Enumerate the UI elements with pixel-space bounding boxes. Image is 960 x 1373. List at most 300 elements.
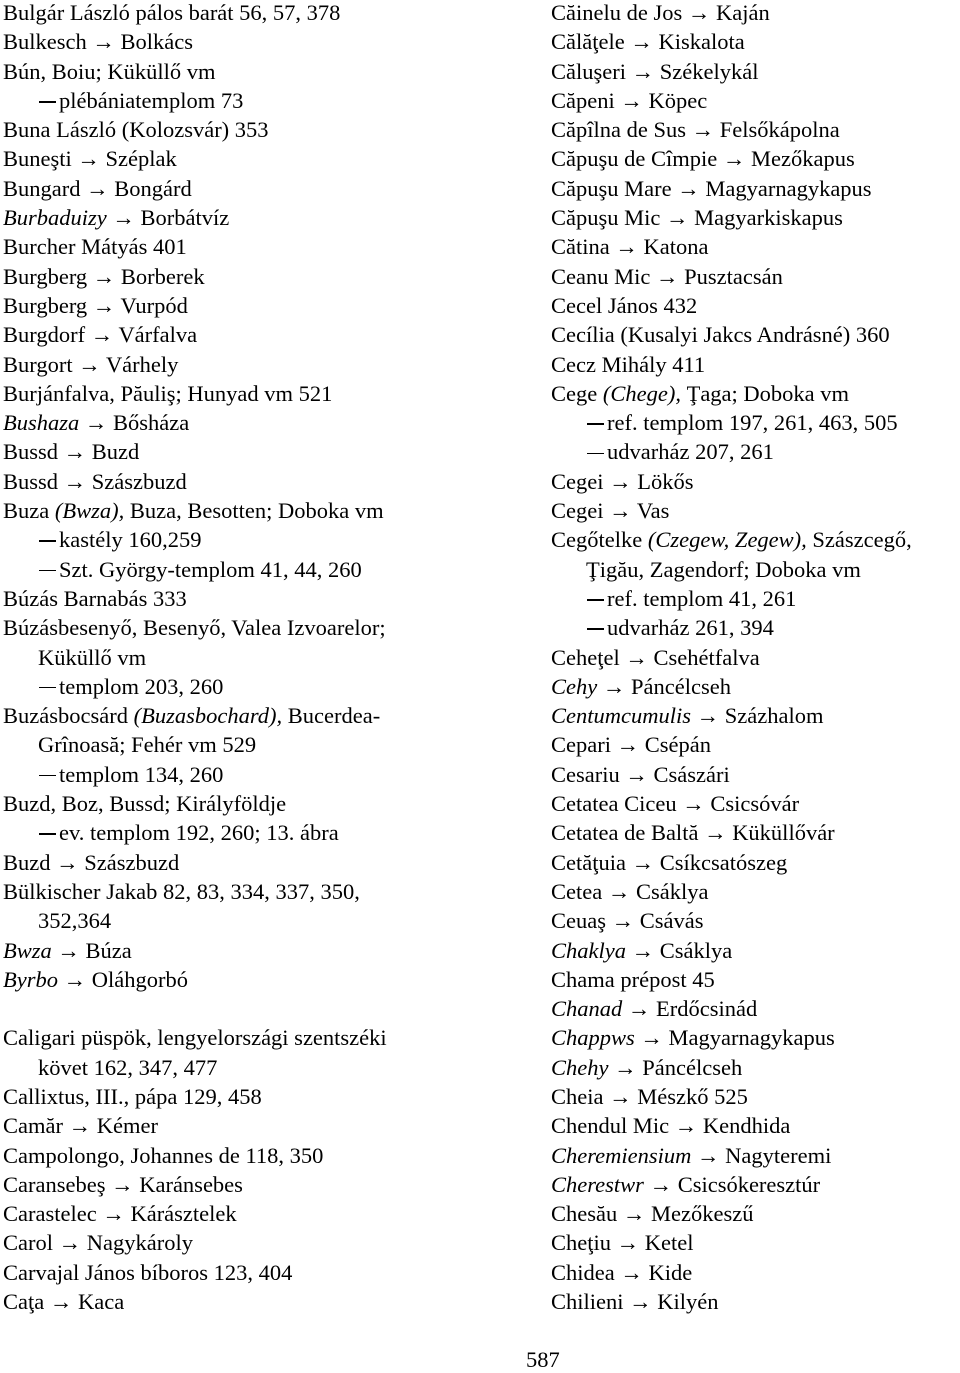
index-entry [551,320,960,349]
ref-source: Cătina [551,234,610,260]
cross-reference [551,1258,960,1287]
ref-source: Cherestwr [551,1171,644,1197]
cross-reference [551,467,960,496]
ref-target: Ketel [644,1230,694,1256]
ref-source: Cepari [551,732,611,758]
sub-entry [3,555,543,584]
entry-text: Küküllő vm [38,644,147,670]
arrow-icon: → [106,205,141,231]
ref-target: Kilyén [657,1289,719,1315]
entry-head: Cegőtelke [551,527,648,553]
arrow-icon: → [614,87,649,113]
cross-reference [551,672,960,701]
entry-text: Buna László (Kolozsvár) 353 [3,117,269,143]
ref-target: Kendhida [702,1113,791,1139]
cross-reference [551,1199,960,1228]
ref-source: Ceuaş [551,908,606,934]
index-entry [551,1082,960,1111]
cross-reference [551,760,960,789]
arrow-icon: → [610,732,645,758]
cross-reference [551,1053,960,1082]
index-entry [551,525,960,554]
entry-text: követ 162, 347, 477 [38,1054,218,1080]
arrow-icon: → [650,263,685,289]
ref-source: Căpîlna de Sus [551,117,692,143]
ref-target: Magyarnagykapus [668,1025,835,1051]
entry-text: Szászcegő, [806,527,912,553]
entry-text: Callixtus, III., pápa 129, 458 [3,1083,262,1109]
cross-reference [551,1170,960,1199]
cross-reference [551,848,960,877]
ref-target: Nagyteremi [725,1142,832,1168]
ref-source: Căpeni [551,87,615,113]
ref-source: Bungard [3,175,81,201]
cross-reference [551,86,960,115]
ref-source: Căinelu de Jos [551,0,683,25]
arrow-icon: → [625,58,660,84]
index-entry [551,350,960,379]
index-entry [3,613,543,642]
arrow-icon: → [51,937,86,963]
ref-target: Bolkács [120,29,193,55]
cross-reference [3,350,543,379]
entry-text: Campolongo, Johannes de 118, 350 [3,1142,324,1168]
arrow-icon: → [609,234,644,260]
arrow-icon: → [676,791,711,817]
sub-entry [551,437,960,466]
ref-source: Bushaza [3,410,80,436]
sub-entry [551,584,960,613]
cross-reference [551,906,960,935]
cross-reference [551,701,960,730]
ref-source: Caransebeş [3,1171,106,1197]
entry-text: Bulgár László pálos barát 56, 57, 378 [3,0,341,25]
cross-reference [551,115,960,144]
cross-reference [3,408,543,437]
sub-entry-text: plébániatemplom 73 [59,87,244,113]
page-number: 587 [526,1347,560,1372]
entry-continuation [3,906,543,935]
ref-source: Cegei [551,468,604,494]
ref-target: Bongárd [114,175,192,201]
ref-target: Kiskalota [658,29,745,55]
ref-source: Călăţele [551,29,625,55]
index-entry [551,965,960,994]
cross-reference [551,1023,960,1052]
entry-head: Cege [551,380,603,406]
entry-head: Buza [3,498,55,524]
ref-target: Pusztacsán [684,263,783,289]
historic-name: (Chege), [602,380,681,406]
ref-source: Centumcumulis [551,703,691,729]
sub-entry [3,672,543,701]
dash-icon [39,101,56,103]
entry-head: Cheia [551,1083,610,1109]
arrow-icon: → [608,1054,643,1080]
ref-source: Caţa [3,1289,45,1315]
cross-reference [551,0,960,27]
ref-source: Căpuşu de Cîmpie [551,146,718,172]
entry-text: Ţigău, Zagendorf; Doboka vm [586,556,861,582]
arrow-icon: → [614,1259,649,1285]
ref-source: Cheţiu [551,1230,611,1256]
sub-entry-text: udvarház 207, 261 [607,439,774,465]
ref-target: Csíkcsatószeg [659,849,788,875]
arrow-icon: → [62,1113,97,1139]
ref-target: Küküllővár [732,820,835,846]
arrow-icon: → [624,29,659,55]
ref-source: Cehy [551,673,598,699]
cross-reference [3,144,543,173]
ref-source: Cegei [551,498,604,524]
entry-text: Chama prépost 45 [551,966,715,992]
arrow-icon: → [58,439,92,465]
arrow-icon: → [634,1025,669,1051]
index-entry [3,1023,543,1052]
ref-target: Búza [85,937,132,963]
ref-target: Csávás [639,908,704,934]
index-entry [3,789,543,818]
sub-entry [551,613,960,642]
ref-source: Burgdorf [3,322,86,348]
arrow-icon: → [617,1201,651,1227]
arrow-icon: → [619,644,654,670]
sub-entry-text: ref. templom 41, 261 [607,585,797,611]
ref-source: Byrbo [3,966,58,992]
entry-text: Grînoasă; Fehér vm 529 [38,732,257,758]
sub-entry [551,408,960,437]
arrow-icon: → [71,146,106,172]
cross-reference [3,1287,543,1316]
cross-reference [3,27,543,56]
cross-reference [3,437,543,466]
index-entry [3,1082,543,1111]
ref-target: Köpec [648,87,708,113]
ref-target: Csicsókeresztúr [677,1171,821,1197]
ref-source: Burgberg [3,263,88,289]
ref-source: Cetea [551,878,603,904]
arrow-icon: → [602,878,636,904]
ref-source: Chidea [551,1259,615,1285]
ref-target: Csáklya [659,937,733,963]
entry-text: Cecel János 432 [551,292,698,318]
cross-reference [3,936,543,965]
ref-source: Ceheţel [551,644,620,670]
cross-reference [3,1170,543,1199]
arrow-icon: → [603,468,638,494]
arrow-icon: → [603,498,637,524]
cross-reference [551,936,960,965]
arrow-icon: → [717,146,751,172]
arrow-icon: → [660,205,695,231]
ref-source: Buneşti [3,146,72,172]
entry-text: Cecília (Kusalyi Jakcs Andrásné) 360 [551,322,890,348]
dash-icon [39,570,56,572]
right-index-column [551,0,960,1316]
dash-icon [587,628,604,630]
ref-source: Cetatea Ciceu [551,791,677,817]
cross-reference [551,818,960,847]
ref-source: Bussd [3,468,59,494]
cross-reference [551,1111,960,1140]
cross-reference [3,262,543,291]
ref-target: Páncélcseh [630,673,731,699]
ref-source: Cesariu [551,761,620,787]
index-entry [551,291,960,320]
ref-source: Burgberg [3,292,88,318]
ref-target: Vas [636,498,670,524]
arrow-icon: → [698,820,733,846]
entry-text: Cecz Mihály 411 [551,351,706,377]
ref-target: Szászbuzd [84,849,180,875]
ref-target: Páncélcseh [642,1054,743,1080]
entry-text: Burcher Mátyás 401 [3,234,187,260]
arrow-icon: → [50,849,85,875]
sub-entry-text: udvarház 261, 394 [607,615,774,641]
ref-target: Kide [648,1259,693,1285]
sub-entry-text: Szt. György-templom 41, 44, 260 [59,556,362,582]
cross-reference [551,262,960,291]
dash-icon [587,453,604,455]
ref-target: Vurpód [120,292,188,318]
entry-text: Búzásbesenyő, Besenyő, Valea Izvoarelor; [3,615,386,641]
cross-reference [3,1199,543,1228]
entry-text: 352,364 [38,908,112,934]
arrow-icon: → [611,1230,645,1256]
ref-source: Chesău [551,1201,618,1227]
arrow-icon: → [96,1201,131,1227]
entry-text: Bucerdea- [282,703,381,729]
ref-target: Felsőkápolna [719,117,840,143]
ref-source: Bwza [3,937,52,963]
arrow-icon: → [87,263,121,289]
ref-target: Csépán [644,732,711,758]
entry-text: Carvajal János bíboros 123, 404 [3,1259,293,1285]
arrow-icon: → [643,1171,678,1197]
ref-target: Százhalom [724,703,824,729]
cross-reference [3,1228,543,1257]
cross-reference [551,496,960,525]
ref-source: Burgort [3,351,73,377]
cross-reference [551,144,960,173]
index-entry [551,379,960,408]
cross-reference [551,730,960,759]
entry-text: Caligari püspök, lengyelországi szentszéki [3,1025,387,1051]
arrow-icon: → [671,175,706,201]
cross-reference [551,1141,960,1170]
ref-source: Ceanu Mic [551,263,651,289]
ref-source: Carol [3,1230,53,1256]
entry-text: Burjánfalva, Păuliş; Hunyad vm 521 [3,380,333,406]
ref-target: Széplak [105,146,177,172]
ref-source: Chehy [551,1054,609,1080]
ref-target: Erdőcsinád [656,996,758,1022]
ref-target: Mészkő 525 [637,1083,748,1109]
index-entry [3,115,543,144]
ref-target: Oláhgorbó [91,966,188,992]
ref-source: Camăr [3,1113,63,1139]
cross-reference [551,174,960,203]
index-entry [3,57,543,86]
entry-head: Buzásbocsárd [3,703,134,729]
index-entry [3,877,543,906]
ref-source: Bussd [3,439,59,465]
sub-entry [3,760,543,789]
ref-target: Kaján [715,0,770,25]
entry-continuation [551,555,960,584]
index-entry [3,232,543,261]
cross-reference [551,203,960,232]
ref-target: Kaca [77,1289,125,1315]
ref-target: Székelykál [659,58,759,84]
index-entry [3,496,543,525]
ref-target: Borbátvíz [140,205,230,231]
index-entry [3,701,543,730]
arrow-icon: → [625,849,660,875]
dash-icon [39,687,56,689]
sub-entry [3,818,543,847]
arrow-icon: → [58,468,92,494]
arrow-icon: → [625,937,660,963]
entry-text: Búzás Barnabás 333 [3,585,187,611]
sub-entry-text: templom 203, 260 [59,673,224,699]
historic-name: (Czegew, Zegew), [647,527,807,553]
arrow-icon: → [80,175,115,201]
historic-name: (Buzasbochard), [133,703,283,729]
ref-source: Chilieni [551,1289,624,1315]
arrow-icon: → [87,292,121,318]
ref-target: Magyarkiskapus [694,205,843,231]
ref-source: Burbaduizy [3,205,107,231]
index-entry [3,0,543,27]
ref-target: Katona [643,234,709,260]
left-index-column [3,0,543,1316]
entry-text: Bún, Boiu; Küküllő vm [3,58,216,84]
index-entry [3,1141,543,1170]
ref-source: Chanad [551,996,623,1022]
ref-target: Bősháza [113,410,190,436]
ref-target: Szászbuzd [91,468,187,494]
arrow-icon: → [72,351,106,377]
arrow-icon: → [44,1289,78,1315]
cross-reference [551,643,960,672]
sub-entry-text: templom 134, 260 [59,761,224,787]
historic-name: (Bwza), [54,498,125,524]
dash-icon [39,540,56,542]
ref-target: Csicsóvár [710,791,800,817]
ref-target: Kémer [96,1113,158,1139]
arrow-icon: → [79,410,114,436]
cross-reference [551,994,960,1023]
cross-reference [551,789,960,818]
ref-target: Csehétfalva [653,644,760,670]
cross-reference [3,467,543,496]
cross-reference [551,1228,960,1257]
cross-reference [551,877,960,906]
ref-target: Magyarnagykapus [705,175,872,201]
arrow-icon: → [85,322,119,348]
ref-target: Mezőkeszű [651,1201,754,1227]
ref-source: Carastelec [3,1201,97,1227]
cross-reference [551,1287,960,1316]
arrow-icon: → [606,908,640,934]
ref-target: Kárásztelek [130,1201,237,1227]
entry-text: Buza, Besotten; Doboka vm [124,498,384,524]
sub-entry-text: ev. templom 192, 260; 13. ábra [59,820,339,846]
cross-reference [551,57,960,86]
index-entry [3,379,543,408]
cross-reference [551,27,960,56]
ref-target: Buzd [91,439,140,465]
cross-reference [3,1111,543,1140]
index-entry [3,1258,543,1287]
ref-source: Chappws [551,1025,635,1051]
arrow-icon: → [105,1171,140,1197]
arrow-icon: → [53,1230,87,1256]
ref-target: Várhely [105,351,179,377]
arrow-icon: → [619,761,654,787]
index-entry [3,584,543,613]
ref-source: Chendul Mic [551,1113,670,1139]
ref-target: Borberek [120,263,205,289]
arrow-icon: → [691,117,720,143]
cross-reference [3,320,543,349]
cross-reference [551,232,960,261]
arrow-icon: → [622,996,657,1022]
dash-icon [39,775,56,777]
arrow-icon: → [691,1142,726,1168]
arrow-icon: → [682,0,716,25]
ref-target: Lökős [637,468,694,494]
ref-target: Karánsebes [139,1171,243,1197]
ref-target: Mezőkapus [750,146,855,172]
cross-reference [3,291,543,320]
cross-reference [3,848,543,877]
entry-continuation [3,643,543,672]
arrow-icon: → [691,703,725,729]
arrow-icon: → [623,1289,658,1315]
ref-target: Csáklya [635,878,709,904]
sub-entry-text: ref. templom 197, 261, 463, 505 [607,410,898,436]
ref-source: Căpuşu Mare [551,175,672,201]
entry-text: Buzd, Boz, Bussd; Királyföldje [3,791,287,817]
ref-target: Várfalva [118,322,198,348]
entry-text: Bülkischer Jakab 82, 83, 334, 337, 350, [3,878,360,904]
dash-icon [39,833,56,835]
blank-line [3,994,543,1023]
ref-source: Bulkesch [3,29,87,55]
ref-source: Căluşeri [551,58,626,84]
arrow-icon: → [86,29,121,55]
ref-source: Cetatea de Baltă [551,820,699,846]
arrow-icon: → [609,1083,638,1109]
arrow-icon: → [669,1113,703,1139]
ref-source: Cheremiensium [551,1142,692,1168]
sub-entry [3,525,543,554]
ref-target: Császári [653,761,730,787]
ref-source: Cetăţuia [551,849,626,875]
arrow-icon: → [58,966,92,992]
dash-icon [587,423,604,425]
ref-target: Nagykároly [86,1230,193,1256]
ref-source: Buzd [3,849,51,875]
entry-continuation [3,730,543,759]
ref-source: Chaklya [551,937,626,963]
cross-reference [3,203,543,232]
ref-source: Căpuşu Mic [551,205,661,231]
entry-text: Ţaga; Doboka vm [680,380,850,406]
arrow-icon: → [597,673,631,699]
